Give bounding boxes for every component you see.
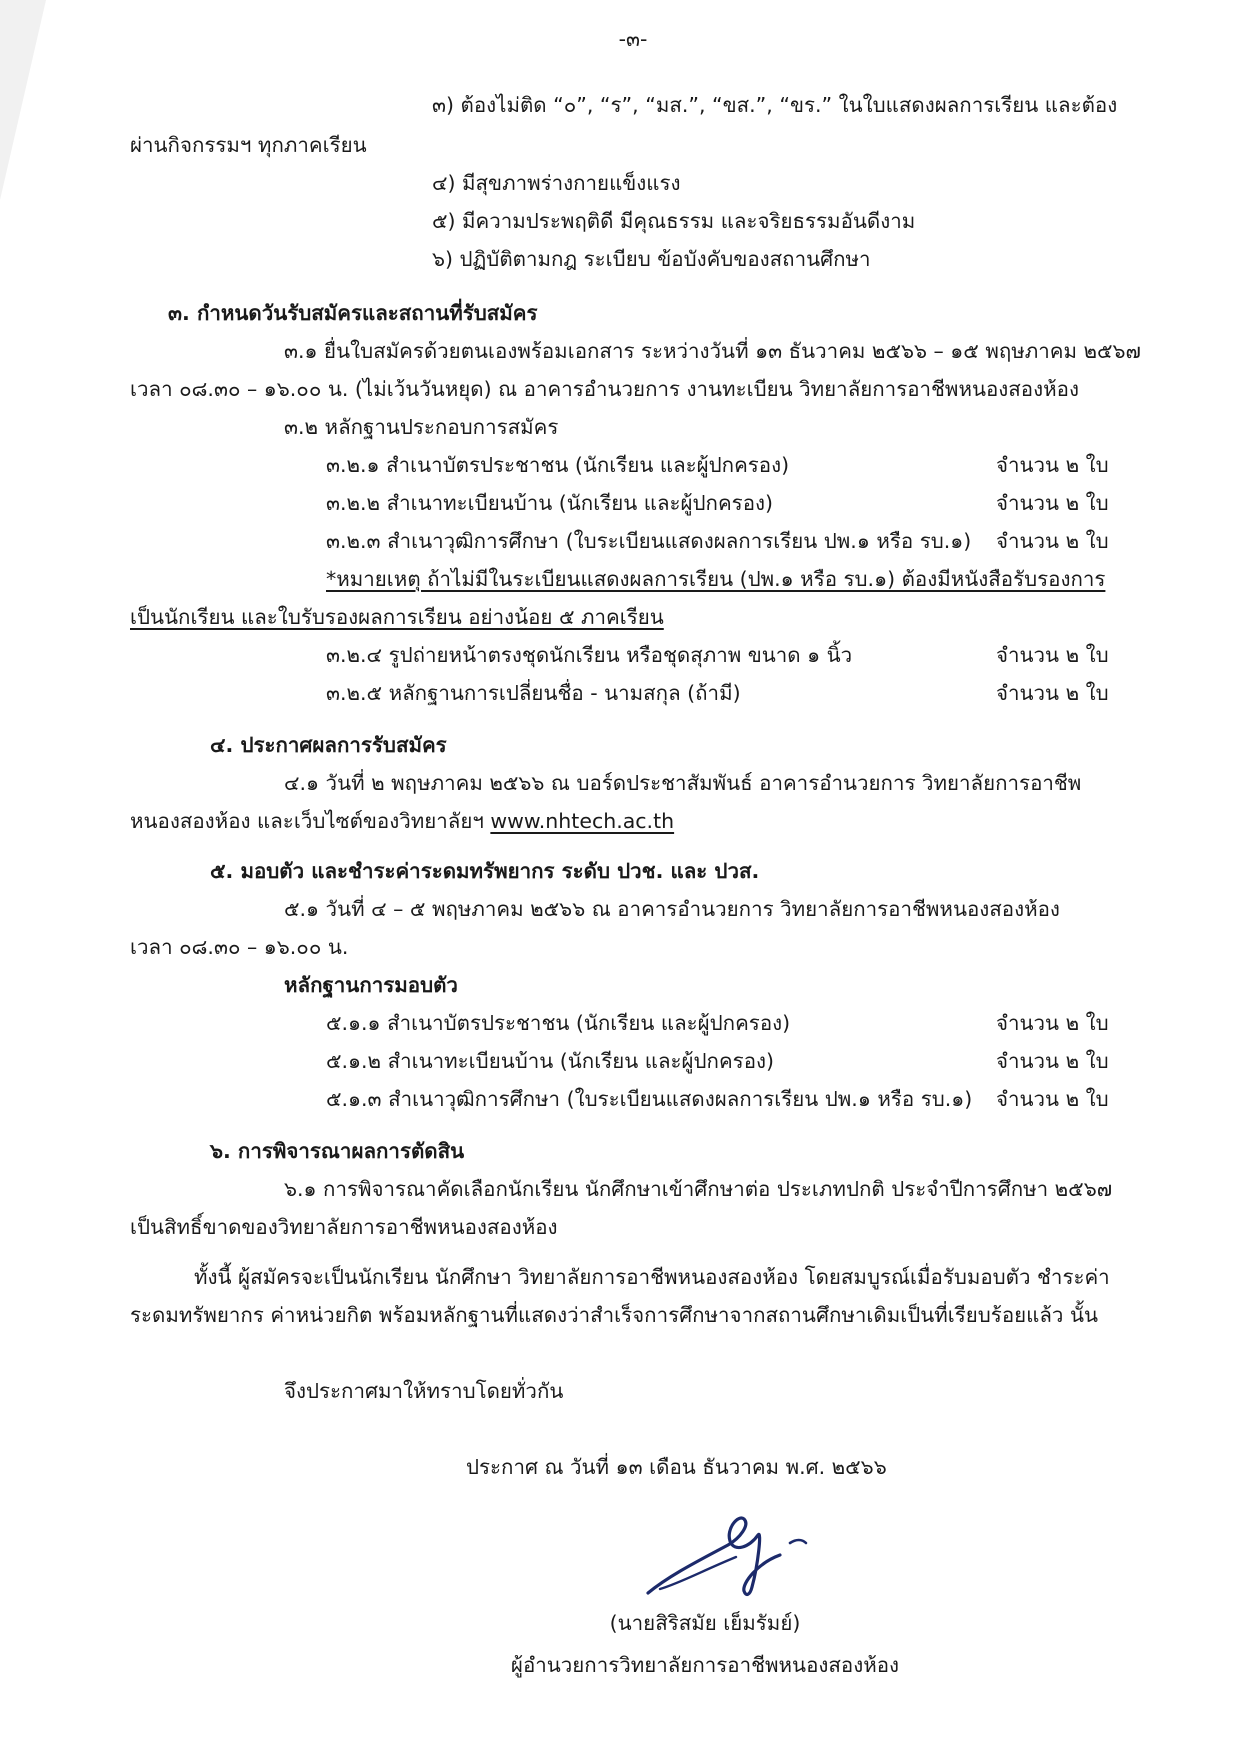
section4-1-line2: [130, 808, 674, 834]
section4-heading: ๔. ประกาศผลการรับสมัคร: [210, 733, 447, 757]
criteria-item-3-line2: ผ่านกิจกรรมฯ ทุกภาคเรียน: [130, 133, 367, 157]
doc-5-1-2-qty: จำนวน ๒ ใบ: [996, 1049, 1109, 1073]
doc-5-1-1-label: ๕.๑.๑ สำเนาบัตรประชาชน (นักเรียน และผู้ปกครอง): [326, 1011, 791, 1035]
section6-note-line1: ทั้งนี้ ผู้สมัครจะเป็นนักเรียน นักศึกษา วิทยาลัยการอาชีพหนองสองห้อง โดยสมบูรณ์เมื่อรับมอบตัว ชำระค่า: [194, 1265, 1110, 1289]
doc-3-2-2-label: ๓.๒.๒ สำเนาทะเบียนบ้าน (นักเรียน และผู้ปกครอง): [326, 491, 774, 515]
scan-fold-shadow: [0, 0, 46, 200]
section5-heading: ๕. มอบตัว และชำระค่าระดมทรัพยากร ระดับ ปวช. และ ปวส.: [210, 859, 760, 883]
section4-1-line1: ๔.๑ วันที่ ๒ พฤษภาคม ๒๕๖๖ ณ บอร์ดประชาสัมพันธ์ อาคารอำนวยการ วิทยาลัยการอาชีพ: [284, 771, 1082, 795]
section5-1-line2: เวลา ๐๘.๓๐ – ๑๖.๐๐ น.: [130, 935, 349, 959]
criteria-item-6: ๖) ปฏิบัติตามกฎ ระเบียบ ข้อบังคับของสถานศึกษา: [432, 247, 871, 271]
criteria-item-5: ๕) มีความประพฤติดี มีคุณธรรม และจริยธรรมอันดีงาม: [432, 209, 916, 233]
doc-3-2-1-qty: จำนวน ๒ ใบ: [996, 453, 1109, 477]
announcement-date: ประกาศ ณ วันที่ ๑๓ เดือน ธันวาคม พ.ศ. ๒๕๖๖: [466, 1455, 887, 1479]
closing-announcement: จึงประกาศมาให้ทราบโดยทั่วกัน: [284, 1379, 564, 1403]
doc-5-1-3-label: ๕.๑.๓ สำเนาวุฒิการศึกษา (ใบระเบียนแสดงผลการเรียน ปพ.๑ หรือ รบ.๑): [326, 1087, 973, 1111]
doc-3-2-4-qty: จำนวน ๒ ใบ: [996, 643, 1109, 667]
signer-name: (นายสิริสมัย เย็มรัมย์): [609, 1611, 801, 1635]
section6-1-line1: ๖.๑ การพิจารณาคัดเลือกนักเรียน นักศึกษาเข้าศึกษาต่อ ประเภทปกติ ประจำปีการศึกษา ๒๕๖๗: [284, 1177, 1113, 1201]
doc-3-2-5-qty: จำนวน ๒ ใบ: [996, 681, 1109, 705]
signer-title: ผู้อำนวยการวิทยาลัยการอาชีพหนองสองห้อง: [510, 1653, 900, 1677]
doc-3-2-5-label: ๓.๒.๕ หลักฐานการเปลี่ยนชื่อ - นามสกุล (ถ้ามี): [326, 681, 741, 705]
enrollment-docs-heading: หลักฐานการมอบตัว: [284, 973, 458, 997]
section3-1-line1: ๓.๑ ยื่นใบสมัครด้วยตนเองพร้อมเอกสาร ระหว่างวันที่ ๑๓ ธันวาคม ๒๕๖๖ – ๑๕ พฤษภาคม ๒๕๖๗: [284, 339, 1141, 363]
doc-5-1-1-qty: จำนวน ๒ ใบ: [996, 1011, 1109, 1035]
doc-3-2-3-label: ๓.๒.๓ สำเนาวุฒิการศึกษา (ใบระเบียนแสดงผลการเรียน ปพ.๑ หรือ รบ.๑): [326, 529, 972, 553]
college-website-link[interactable]: www.nhtech.ac.th: [490, 809, 675, 833]
section6-heading: ๖. การพิจารณาผลการตัดสิน: [210, 1139, 465, 1163]
note-line2: เป็นนักเรียน และใบรับรองผลการเรียน อย่างน้อย ๕ ภาคเรียน: [130, 605, 664, 629]
section3-2-heading: ๓.๒ หลักฐานประกอบการสมัคร: [284, 415, 559, 439]
doc-3-2-1-label: ๓.๒.๑ สำเนาบัตรประชาชน (นักเรียน และผู้ปกครอง): [326, 453, 790, 477]
criteria-item-3-line1: ๓) ต้องไม่ติด “๐”, “ร”, “มส.”, “ขส.”, “ขร.” ในใบแสดงผลการเรียน และต้อง: [432, 93, 1118, 117]
director-signature: [640, 1505, 820, 1605]
doc-5-1-3-qty: จำนวน ๒ ใบ: [996, 1087, 1109, 1111]
page-number: -๓-: [618, 27, 648, 51]
section4-1-line2-text: หนองสองห้อง และเว็บไซต์ของวิทยาลัยฯ: [130, 809, 491, 833]
section3-heading: ๓. กำหนดวันรับสมัครและสถานที่รับสมัคร: [168, 301, 538, 325]
section6-note-line2: ระดมทรัพยากร ค่าหน่วยกิต พร้อมหลักฐานที่แสดงว่าสำเร็จการศึกษาจากสถานศึกษาเดิมเป็นที่เรียบร้อยแล้ว นั้น: [130, 1303, 1098, 1327]
section3-1-line2: เวลา ๐๘.๓๐ – ๑๖.๐๐ น. (ไม่เว้นวันหยุด) ณ อาคารอำนวยการ งานทะเบียน วิทยาลัยการอาชีพหนองสองห้อง: [130, 377, 1079, 401]
doc-3-2-3-qty: จำนวน ๒ ใบ: [996, 529, 1109, 553]
section5-1-line1: ๕.๑ วันที่ ๔ – ๕ พฤษภาคม ๒๕๖๖ ณ อาคารอำนวยการ วิทยาลัยการอาชีพหนองสองห้อง: [284, 897, 1060, 921]
note-line1: *หมายเหตุ ถ้าไม่มีในระเบียนแสดงผลการเรียน (ปพ.๑ หรือ รบ.๑) ต้องมีหนังสือรับรองการ: [326, 567, 1106, 591]
doc-5-1-2-label: ๕.๑.๒ สำเนาทะเบียนบ้าน (นักเรียน และผู้ปกครอง): [326, 1049, 775, 1073]
criteria-item-4: ๔) มีสุขภาพร่างกายแข็งแรง: [432, 171, 681, 195]
doc-3-2-2-qty: จำนวน ๒ ใบ: [996, 491, 1109, 515]
doc-3-2-4-label: ๓.๒.๔ รูปถ่ายหน้าตรงชุดนักเรียน หรือชุดสุภาพ ขนาด ๑ นิ้ว: [326, 643, 853, 667]
section6-1-line2: เป็นสิทธิ์ขาดของวิทยาลัยการอาชีพหนองสองห้อง: [130, 1215, 558, 1239]
